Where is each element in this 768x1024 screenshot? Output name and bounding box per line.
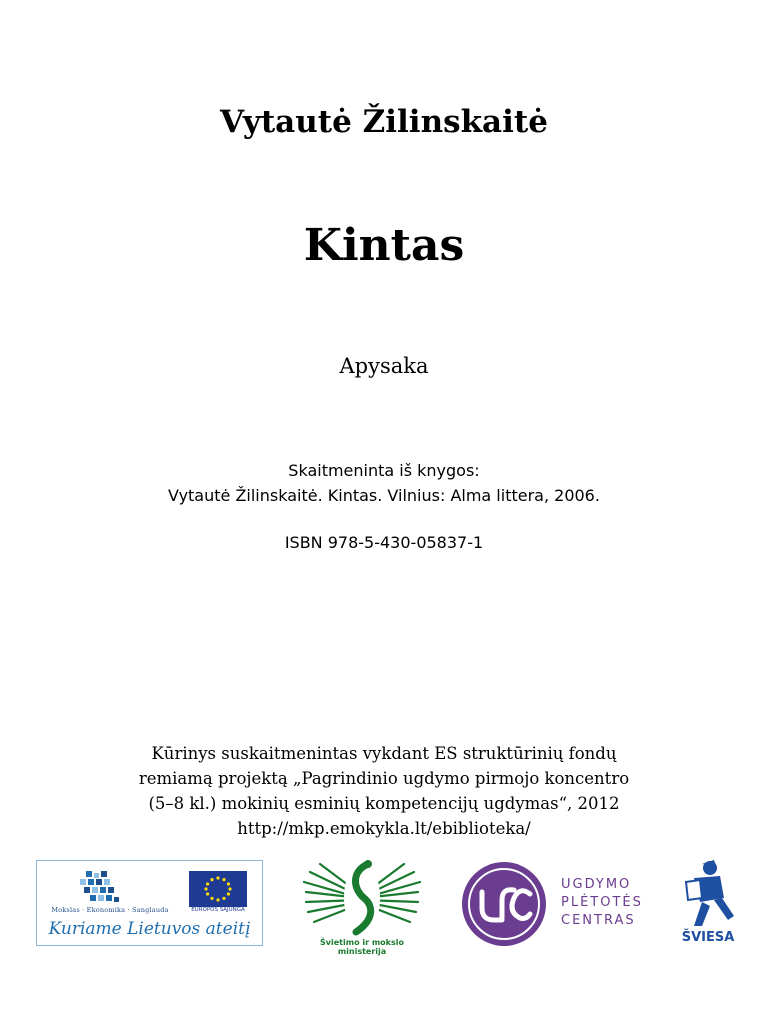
project-line-1: Kūrinys suskaitmenintas vykdant ES struktūrinių fondų xyxy=(151,744,617,763)
project-statement xyxy=(0,741,768,841)
mes-eu-logo xyxy=(36,860,263,946)
upc-line-3: CENTRAS xyxy=(561,913,636,928)
ministry-caption: Švietimo ir mokslo ministerija xyxy=(320,938,404,956)
upc-line-1: UGDYMO xyxy=(561,877,632,892)
digitized-line-2: Vytautė Žilinskaitė. Kintas. Vilnius: Alma littera, 2006. xyxy=(168,486,600,505)
digitized-line-1: Skaitmeninta iš knygos: xyxy=(288,461,480,480)
mes-text: Mokslas · Ekonomika · Sanglauda xyxy=(51,906,169,914)
mes-pixel-icon xyxy=(80,871,120,905)
upc-logo xyxy=(458,860,658,948)
upc-text xyxy=(561,876,643,930)
upc-circle-icon xyxy=(458,860,554,948)
project-line-2: remiamą projektą „Pagrindinio ugdymo pirmojo koncentro xyxy=(138,769,630,788)
ministry-sunburst-icon xyxy=(298,858,426,938)
digitized-source xyxy=(0,458,768,508)
eu-stars-icon xyxy=(189,871,247,907)
project-url: http://mkp.emokykla.lt/ebiblioteka/ xyxy=(237,819,531,838)
author-name: Vytautė Žilinskaitė xyxy=(220,104,548,140)
eu-text: EUROPOS SĄJUNGA xyxy=(191,907,245,913)
sviesa-logo xyxy=(680,858,736,950)
book-title: Kintas xyxy=(303,220,465,271)
sviesa-name: ŠVIESA xyxy=(681,930,735,945)
mes-slogan: Kuriame Lietuvos ateitį xyxy=(48,919,251,939)
eu-flag-icon xyxy=(189,871,247,907)
upc-line-2: PLĖTOTĖS xyxy=(561,895,643,910)
isbn: ISBN 978-5-430-05837-1 xyxy=(284,533,484,552)
project-line-3: (5–8 kl.) mokinių esminių kompetencijų ugdymas“, 2012 xyxy=(148,794,620,813)
book-genre: Apysaka xyxy=(339,354,429,378)
sviesa-reader-icon xyxy=(680,858,736,930)
ministry-logo xyxy=(298,858,426,956)
